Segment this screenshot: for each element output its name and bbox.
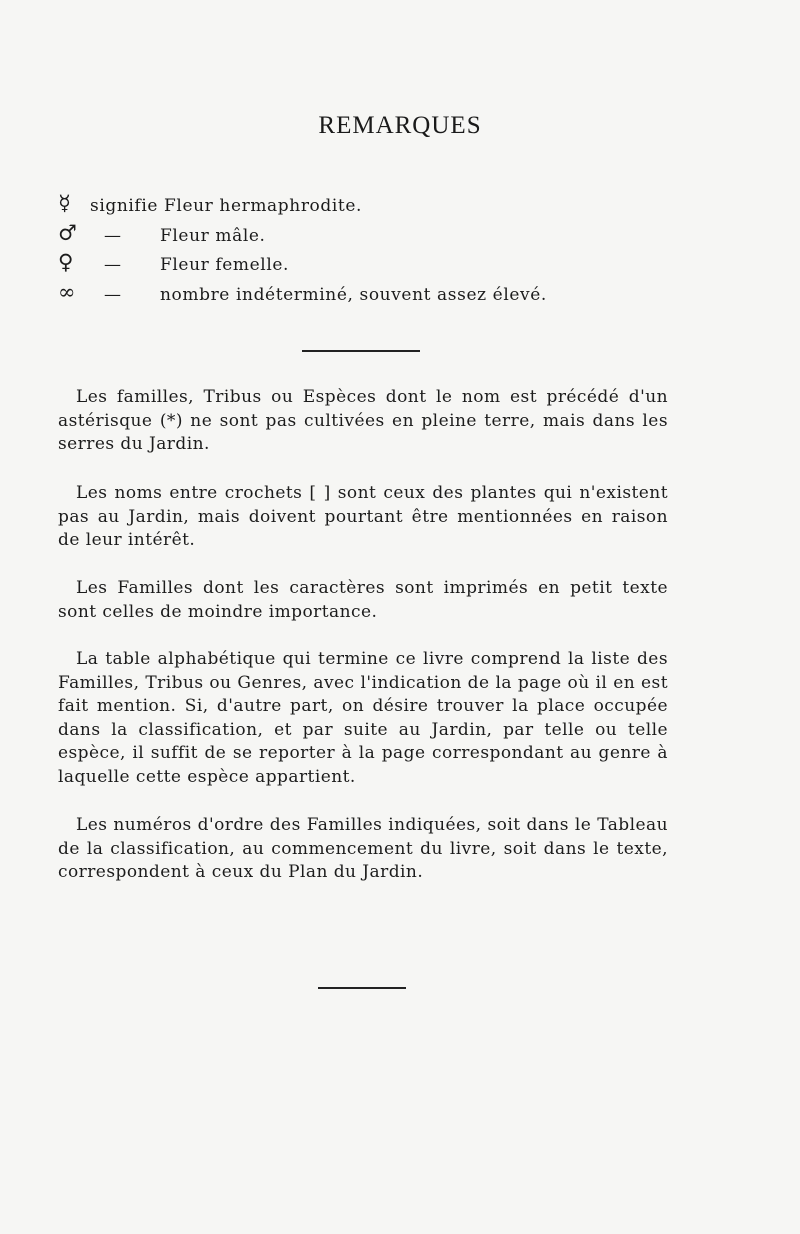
legend-row-female <box>58 250 658 285</box>
female-symbol-icon: ♀ <box>58 250 74 274</box>
legend-row-hermaphrodite <box>58 191 658 226</box>
symbol-legend <box>58 191 658 314</box>
legend-dash: — <box>104 255 122 275</box>
legend-dash: — <box>104 225 122 246</box>
male-symbol-icon: ♂ <box>58 220 78 245</box>
legend-text: Fleur femelle. <box>160 255 290 275</box>
section-divider <box>302 350 420 352</box>
paragraph-asterisk: Les familles, Tribus ou Espèces dont le nom est précédé d'un astérisque (*) ne sont pas cultivées en pleine terre, mais dans les serres du Jardin. <box>58 387 668 455</box>
legend-text: Fleur mâle. <box>160 225 266 246</box>
paragraph-small-print: Les Familles dont les caractères sont imprimés en petit texte sont celles de moindre importance. <box>58 578 668 622</box>
legend-text: nombre indéterminé, souvent assez élevé. <box>160 284 547 305</box>
legend-text: signifie Fleur hermaphrodite. <box>90 196 362 216</box>
infinity-symbol-icon: ∞ <box>58 279 77 304</box>
legend-dash: — <box>104 284 122 305</box>
page-title: REMARQUES <box>318 112 482 139</box>
paragraph-index: La table alphabétique qui termine ce livre comprend la liste des Familles, Tribus ou Genres, avec l'indication de la page où il en est fait mention. Si, d'autre part, on désire trouver la place occupée dans la classification, et par suite au Jardin, par telle ou telle espèce, il suffit de se reporter à la page correspondant au genre à laquelle cette espèce appartient. <box>58 649 668 787</box>
end-divider <box>318 987 406 989</box>
hermaphrodite-symbol-icon: ☿ <box>58 191 72 215</box>
legend-row-male <box>58 220 658 256</box>
legend-row-indeterminate <box>58 279 658 315</box>
paragraph-numbering: Les numéros d'ordre des Familles indiquées, soit dans le Tableau de la classification, au commencement du livre, soit dans le texte, correspondent à ceux du Plan du Jardin. <box>58 815 668 883</box>
paragraph-brackets: Les noms entre crochets [ ] sont ceux des plantes qui n'existent pas au Jardin, mais doivent pourtant être mentionnées en raison de leur intérêt. <box>58 483 668 551</box>
